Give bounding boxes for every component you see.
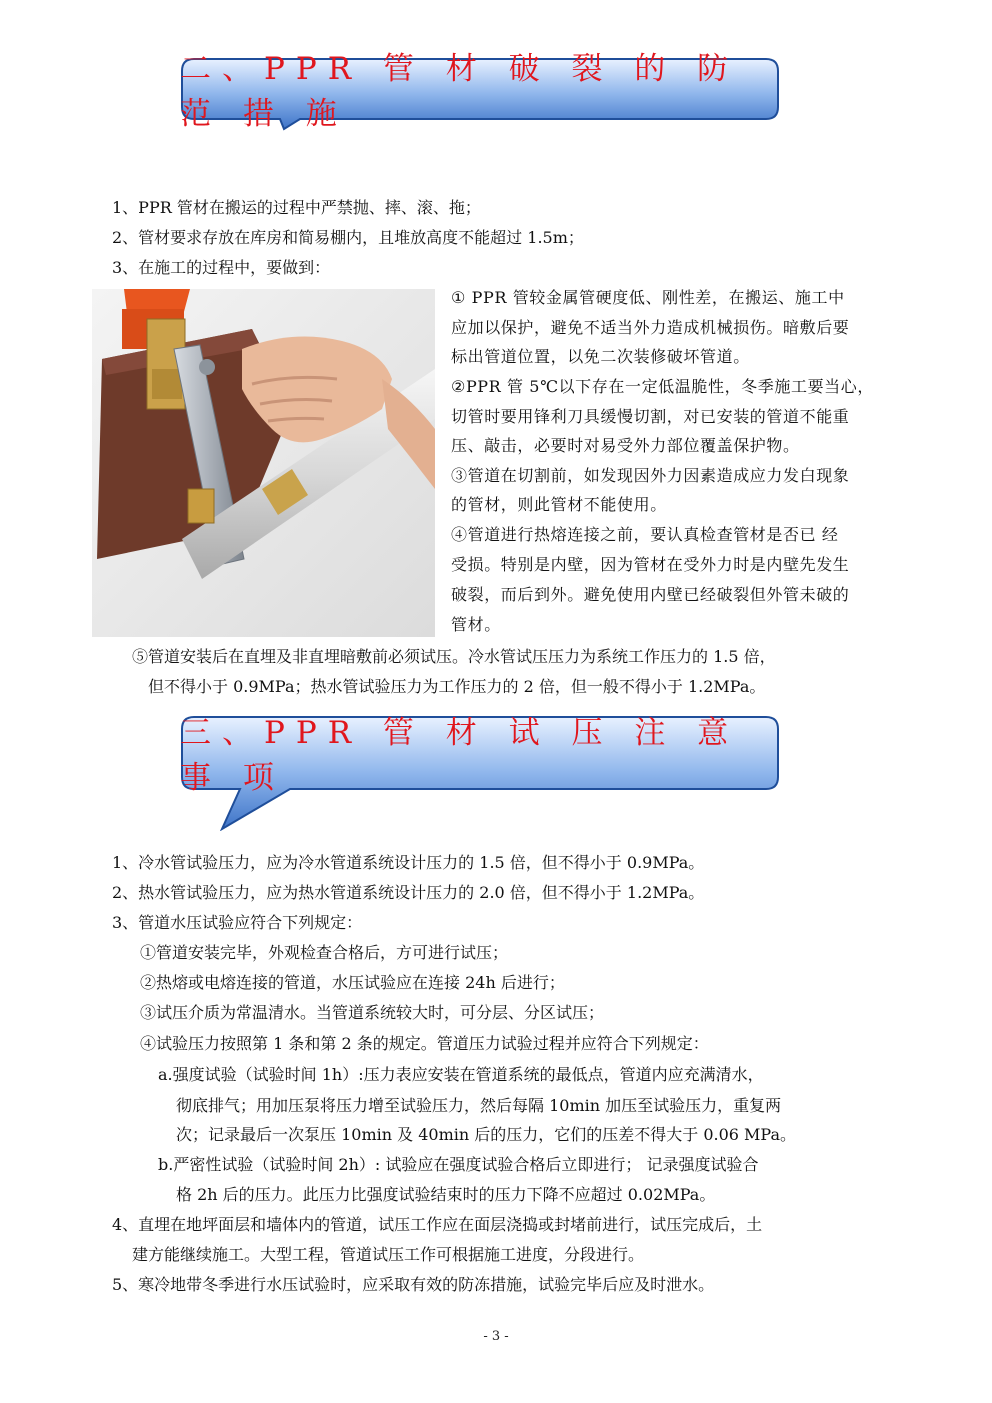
text-line: 格 2h 后的压力。此压力比强度试验结束时的压力下降不应超过 0.02MPa。 [176,1185,716,1204]
text-line: 彻底排气；用加压泵将压力增至试验压力，然后每隔 10min 加压至试验压力，重复两 [176,1096,782,1115]
text-line: 建方能继续施工。大型工程，管道试压工作可根据施工进度，分段进行。 [132,1245,645,1264]
text-line: 受损。特别是内壁，因为管材在受外力时是内壁先发生 [451,555,850,574]
text-line: 但不得小于 0.9MPa；热水管试验压力为工作压力的 2 倍，但一般不得小于 1.2MPa。 [148,677,766,696]
text-line: ②PPR 管 5℃以下存在一定低温脆性，冬季施工要当心， [451,377,874,396]
list-item: b.严密性试验（试验时间 2h）: 试验应在强度试验合格后立即进行； 记录强度试验合 [158,1155,759,1174]
text-line: 破裂，而后到外。避免使用内壁已经破裂但外管未破的 [451,585,850,604]
page-number: - 3 - [483,1329,509,1344]
list-item: ④试验压力按照第 1 条和第 2 条的规定。管道压力试验过程并应符合下列规定： [140,1034,709,1053]
pipe-cutter-photo [92,289,435,637]
list-item: 1、PPR 管材在搬运的过程中严禁抛、摔、滚、拖； [112,198,481,217]
section-banner-2 [180,51,780,132]
list-item: 1、冷水管试验压力，应为冷水管道系统设计压力的 1.5 倍，但不得小于 0.9MPa。 [112,853,705,872]
list-item: 3、在施工的过程中，要做到： [112,258,331,277]
list-item: 2、热水管试验压力，应为热水管道系统设计压力的 2.0 倍，但不得小于 1.2MPa。 [112,883,705,902]
text-line: 次；记录最后一次泵压 10min 及 40min 后的压力，它们的压差不得大于 0.06 MPa。 [176,1125,797,1144]
text-line: ⑤管道安装后在直埋及非直埋暗敷前必须试压。冷水管试压压力为系统工作压力的 1.5 倍， [132,647,776,666]
section-banner-3 [180,713,780,796]
list-item: a.强度试验（试验时间 1h）:压力表应安装在管道系统的最低点，管道内应充满清水， [158,1065,764,1084]
text-line: ④管道进行热熔连接之前，要认真检查管材是否已 经 [451,525,839,544]
text-line: ① PPR 管较金属管硬度低、刚性差，在搬运、施工中 [451,288,845,307]
banner-title: 二、PPR 管 材 破 裂 的 防 范 措 施 [180,51,740,132]
text-line: ③管道在切割前，如发现因外力因素造成应力发白现象 [451,466,850,485]
list-item: ③试压介质为常温清水。当管道系统较大时，可分层、分区试压； [140,1003,605,1022]
list-item: 2、管材要求存放在库房和简易棚内，且堆放高度不能超过 1.5m； [112,228,584,247]
list-item: 5、寒冷地带冬季进行水压试验时，应采取有效的防冻措施，试验完毕后应及时泄水。 [112,1275,715,1294]
list-item: 3、管道水压试验应符合下列规定： [112,913,363,932]
text-line: 的管材，则此管材不能使用。 [451,495,667,514]
text-line: 管材。 [451,615,501,634]
text-line: 应加以保护，避免不适当外力造成机械损伤。暗敷后要 [451,318,850,337]
list-item: ①管道安装完毕，外观检查合格后，方可进行试压； [140,943,509,962]
banner-title: 三、PPR 管 材 试 压 注 意 事 项 [180,715,740,796]
text-line: 压、敲击，必要时对易受外力部位覆盖保护物。 [451,436,800,455]
text-line: 标出管道位置，以免二次装修破坏管道。 [451,347,750,366]
list-item: 4、直埋在地坪面层和墙体内的管道，试压工作应在面层浇捣或封堵前进行，试压完成后，土 [112,1215,763,1234]
pipe-cutter-icon [92,289,435,637]
text-line: 切管时要用锋利刀具缓慢切割，对已安装的管道不能重 [451,407,850,426]
list-item: ②热熔或电熔连接的管道，水压试验应在连接 24h 后进行； [140,973,565,992]
